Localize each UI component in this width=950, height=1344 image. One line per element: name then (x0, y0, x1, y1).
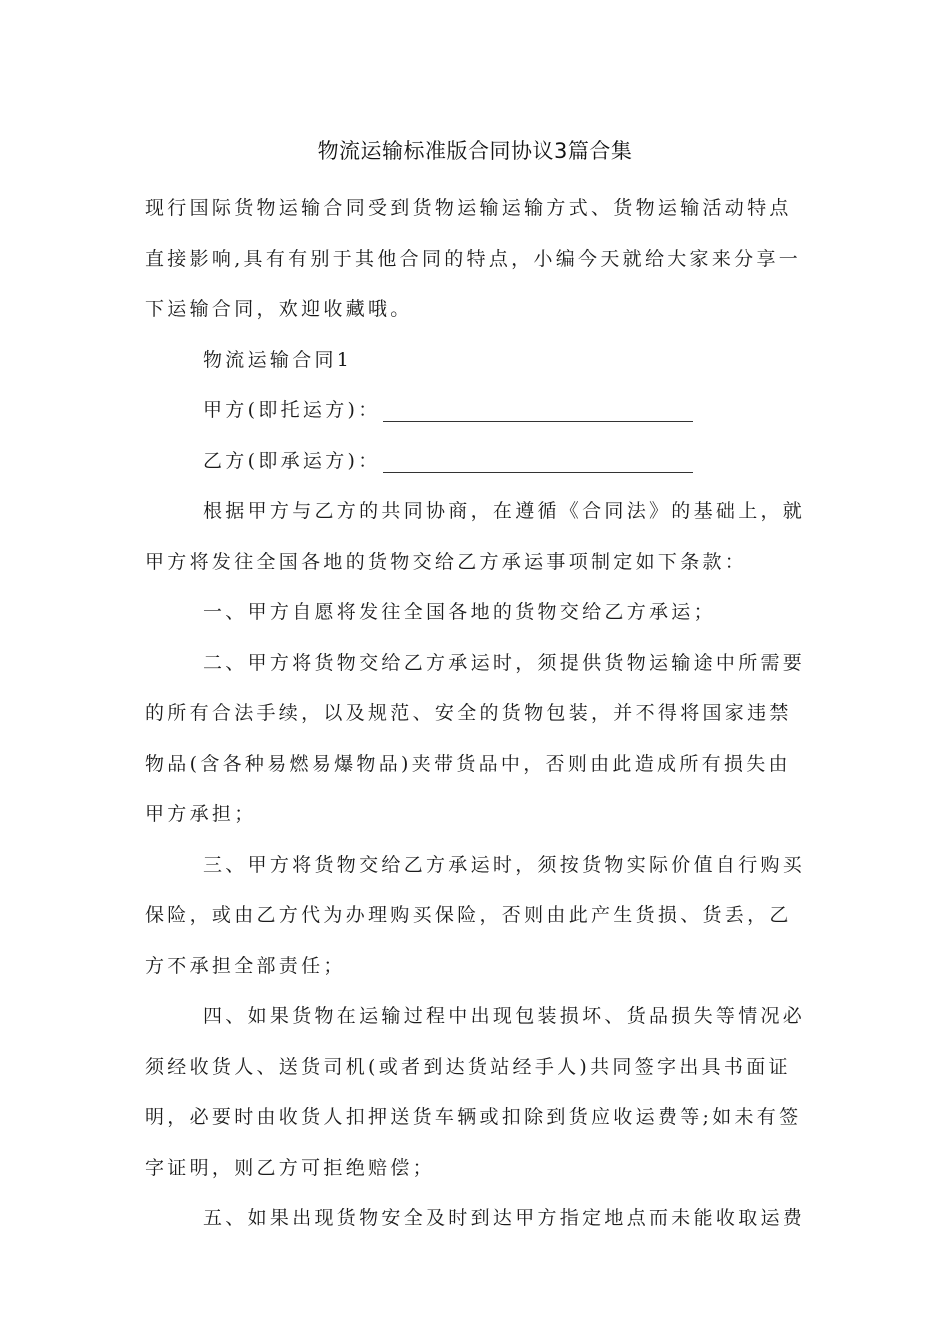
clause-3-line: 三、甲方将货物交给乙方承运时，须按货物实际价值自行购买 (203, 853, 806, 876)
party-b-label: 乙方(即承运方)： (203, 449, 381, 472)
party-a-label: 甲方(即托运方)： (203, 399, 381, 421)
contract-heading: 物流运输合同1 (203, 348, 353, 371)
clause-3-line: 方不承担全部责任； (145, 954, 346, 977)
document-body (145, 183, 810, 1244)
intro-line: 直接影响,具有有别于其他合同的特点，小编今天就给大家来分享一 (145, 247, 802, 270)
document-title: 物流运输标准版合同协议3篇合集 (317, 139, 633, 163)
clause-4-line: 字证明，则乙方可拒绝赔偿； (145, 1156, 435, 1179)
intro-line: 现行国际货物运输合同受到货物运输运输方式、货物运输活动特点 (145, 197, 792, 219)
party-b-blank-line[interactable] (383, 448, 693, 473)
clause-2-line: 物品(含各种易燃易爆物品)夹带货品中，否则由此造成所有损失由 (145, 752, 791, 775)
clause-3-line: 保险，或由乙方代为办理购买保险，否则由此产生货损、货丢，乙 (145, 904, 792, 926)
clause-2-line: 二、甲方将货物交给乙方承运时，须提供货物运输途中所需要 (203, 651, 806, 674)
clause-2-line: 甲方承担； (145, 803, 257, 825)
clause-5-line: 五、如果出现货物安全及时到达甲方指定地点而未能收取运费 (203, 1207, 806, 1229)
intro-line: 下运输合同，欢迎收藏哦。 (145, 298, 413, 320)
party-a-blank-line[interactable] (383, 397, 693, 422)
clause-4-line: 四、如果货物在运输过程中出现包装损坏、货品损失等情况必 (203, 1005, 806, 1027)
clause-1: 一、甲方自愿将发往全国各地的货物交给乙方承运； (203, 601, 716, 623)
clause-2-line: 的所有合法手续，以及规范、安全的货物包装，并不得将国家违禁 (145, 702, 792, 724)
party-a-field (145, 385, 810, 436)
party-b-field (145, 436, 810, 487)
clause-4-line: 明，必要时由收货人扣押送货车辆或扣除到货应收运费等;如未有签 (145, 1106, 802, 1128)
preamble-line: 根据甲方与乙方的共同协商，在遵循《合同法》的基础上，就 (203, 500, 806, 522)
clause-4-line: 须经收货人、送货司机(或者到达货站经手人)共同签字出具书面证 (145, 1055, 791, 1078)
preamble-line: 甲方将发往全国各地的货物交给乙方承运事项制定如下条款： (145, 550, 748, 573)
